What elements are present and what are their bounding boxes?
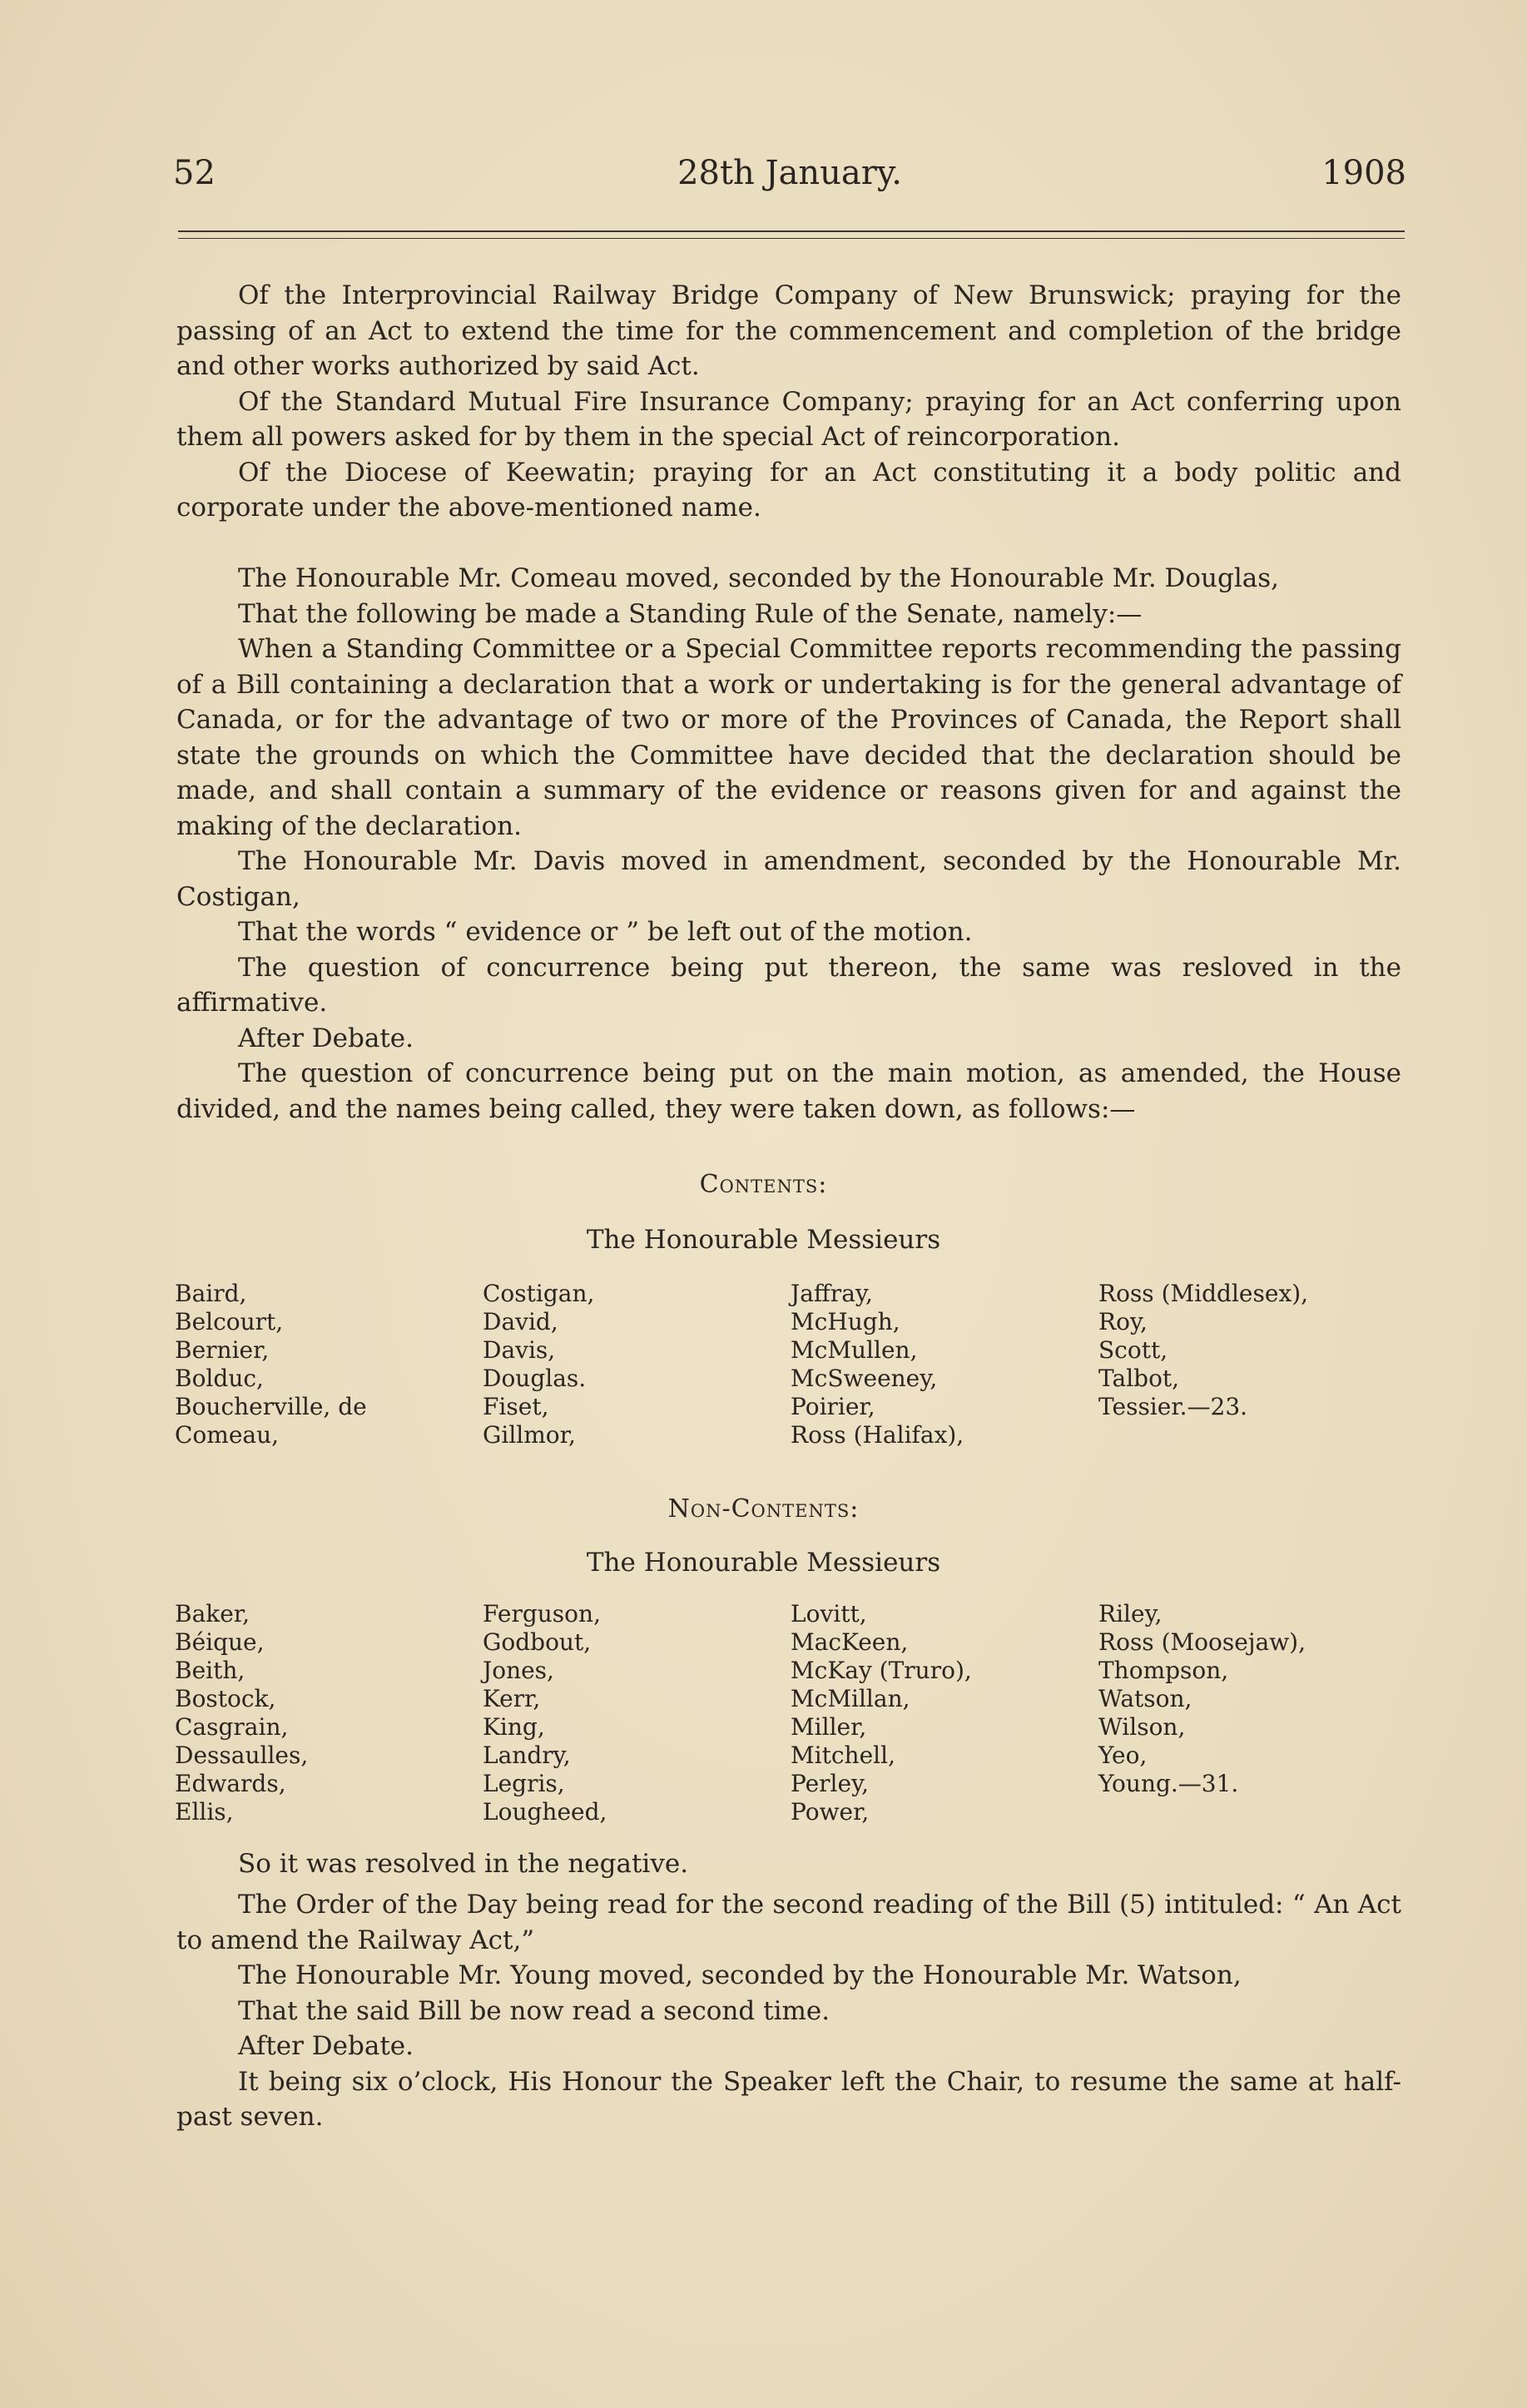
contents-name: McMullen, bbox=[791, 1336, 918, 1364]
contents-name: Boucherville, de bbox=[175, 1393, 367, 1420]
non-contents-name: Thompson, bbox=[1098, 1657, 1229, 1684]
non-contents-name: Landry, bbox=[483, 1742, 571, 1769]
header-date: 28th January. bbox=[677, 154, 902, 192]
contents-names bbox=[175, 1280, 1406, 1449]
contents-column bbox=[1098, 1280, 1406, 1449]
page-number: 52 bbox=[173, 154, 216, 192]
non-contents-name: Jones, bbox=[483, 1657, 554, 1684]
contents-name: Talbot, bbox=[1098, 1365, 1180, 1392]
non-contents-heading: Non-Contents: bbox=[667, 1494, 860, 1524]
header-year: 1908 bbox=[1321, 154, 1406, 192]
non-contents-name: Bostock, bbox=[175, 1685, 276, 1712]
contents-name: Ross (Halifax), bbox=[791, 1421, 964, 1449]
contents-name: Ross (Middlesex), bbox=[1098, 1280, 1309, 1307]
non-contents-name: Miller, bbox=[791, 1713, 867, 1741]
contents-name: Douglas. bbox=[483, 1365, 587, 1392]
contents-column bbox=[483, 1280, 791, 1449]
contents-name: Poirier, bbox=[791, 1393, 875, 1420]
non-contents-name: Power, bbox=[791, 1798, 870, 1826]
non-contents-name: Baker, bbox=[175, 1600, 250, 1628]
non-contents-name: Dessaulles, bbox=[175, 1742, 309, 1769]
non-contents-name: Young.—31. bbox=[1098, 1770, 1239, 1797]
contents-name: McHugh, bbox=[791, 1308, 900, 1335]
non-contents-name: Wilson, bbox=[1098, 1713, 1186, 1741]
order-paragraph: It being six o’clock, His Honour the Speaker left the Chair, to resume the same at half-past seven. bbox=[176, 2066, 1401, 2132]
motion-section bbox=[176, 561, 1401, 1127]
petitions-section bbox=[176, 278, 1401, 526]
order-paragraph: After Debate. bbox=[238, 2031, 414, 2061]
motion-paragraph: That the following be made a Standing Rule of the Senate, namely:— bbox=[238, 598, 1143, 629]
order-paragraph: The Order of the Day being read for the second reading of the Bill (5) intituled: “ An Act to amend the Railway Act,” bbox=[176, 1890, 1401, 1955]
motion-paragraph: The question of concurrence being put thereon, the same was resloved in the affirmative. bbox=[176, 952, 1401, 1018]
non-contents-subheading: The Honourable Messieurs bbox=[586, 1548, 941, 1578]
non-contents-name: McKay (Truro), bbox=[791, 1657, 972, 1684]
contents-name: Belcourt, bbox=[175, 1308, 284, 1335]
petition-paragraph: Of the Interprovincial Railway Bridge Company of New Brunswick; praying for the passing of an Act to extend the time for the commencement and completion of the bridge and other works authorized by said Act. bbox=[176, 280, 1401, 381]
contents-name: McSweeney, bbox=[791, 1365, 938, 1392]
motion-paragraph: When a Standing Committee or a Special Committee reports recommending the passing of a Bill containing a declaration that a work or undertaking is for the general advantage of Canada, or for the advantage of two or more of the Provinces of Canada, the Report shall state the grounds on which the Committee have decided that the declaration should be made, and shall contain a summary of the evidence or reasons given for and against the making of the declaration. bbox=[176, 634, 1401, 841]
non-contents-name: Lougheed, bbox=[483, 1798, 607, 1826]
non-contents-names bbox=[175, 1600, 1406, 1826]
non-contents-name: Yeo, bbox=[1098, 1742, 1148, 1769]
contents-name: Gillmor, bbox=[483, 1421, 576, 1449]
non-contents-name: Beith, bbox=[175, 1657, 245, 1684]
non-contents-name: Ross (Moosejaw), bbox=[1098, 1628, 1306, 1656]
non-contents-name: King, bbox=[483, 1713, 545, 1741]
contents-name: Comeau, bbox=[175, 1421, 280, 1449]
non-contents-name: Mitchell, bbox=[791, 1742, 895, 1769]
non-contents-name: Perley, bbox=[791, 1770, 870, 1797]
motion-paragraph: The question of concurrence being put on the main motion, as amended, the House divided, and the names being called, they were taken down, as follows:— bbox=[176, 1058, 1401, 1124]
contents-name: David, bbox=[483, 1308, 558, 1335]
non-contents-name: Ferguson, bbox=[483, 1600, 601, 1628]
contents-name: Tessier.—23. bbox=[1098, 1393, 1248, 1420]
contents-name: Davis, bbox=[483, 1336, 556, 1364]
order-paragraph: That the said Bill be now read a second time. bbox=[238, 1995, 830, 2026]
header-rule-thin bbox=[178, 238, 1405, 239]
non-contents-name: Béique, bbox=[175, 1628, 265, 1656]
contents-name: Roy, bbox=[1098, 1308, 1148, 1335]
non-contents-name: Ellis, bbox=[175, 1798, 234, 1826]
petition-paragraph: Of the Standard Mutual Fire Insurance Company; praying for an Act conferring upon them all powers asked for by them in the special Act of reincorporation. bbox=[176, 386, 1401, 452]
contents-name: Bolduc, bbox=[175, 1365, 264, 1392]
motion-paragraph: The Honourable Mr. Comeau moved, seconded by the Honourable Mr. Douglas, bbox=[238, 563, 1280, 593]
motion-paragraph: That the words “ evidence or ” be left out of the motion. bbox=[238, 917, 973, 947]
non-contents-column bbox=[483, 1600, 791, 1826]
motion-paragraph: After Debate. bbox=[238, 1023, 414, 1053]
contents-column bbox=[791, 1280, 1098, 1449]
non-contents-name: Casgrain, bbox=[175, 1713, 289, 1741]
non-contents-column bbox=[791, 1600, 1098, 1826]
petition-paragraph: Of the Diocese of Keewatin; praying for an Act constituting it a body politic and corporate under the above-mentioned name. bbox=[176, 457, 1401, 523]
non-contents-name: Godbout, bbox=[483, 1628, 592, 1656]
non-contents-name: Lovitt, bbox=[791, 1600, 867, 1628]
page-header bbox=[173, 154, 1406, 204]
contents-subheading: The Honourable Messieurs bbox=[586, 1225, 941, 1255]
contents-name: Costigan, bbox=[483, 1280, 595, 1307]
contents-name: Bernier, bbox=[175, 1336, 270, 1364]
contents-name: Fiset, bbox=[483, 1393, 549, 1420]
non-contents-name: Kerr, bbox=[483, 1685, 541, 1712]
header-rule-thick bbox=[178, 230, 1405, 232]
non-contents-column bbox=[175, 1600, 483, 1826]
contents-column bbox=[175, 1280, 483, 1449]
non-contents-name: Riley, bbox=[1098, 1600, 1163, 1628]
non-contents-name: MacKeen, bbox=[791, 1628, 909, 1656]
contents-heading: Contents: bbox=[699, 1170, 828, 1199]
non-contents-name: McMillan, bbox=[791, 1685, 910, 1712]
non-contents-name: Edwards, bbox=[175, 1770, 286, 1797]
contents-name: Scott, bbox=[1098, 1336, 1168, 1364]
non-contents-name: Legris, bbox=[483, 1770, 565, 1797]
order-paragraph: The Honourable Mr. Young moved, seconded by the Honourable Mr. Watson, bbox=[238, 1960, 1242, 1990]
non-contents-name: Watson, bbox=[1098, 1685, 1192, 1712]
motion-paragraph: The Honourable Mr. Davis moved in amendment, seconded by the Honourable Mr. Costigan, bbox=[176, 846, 1401, 912]
non-contents-column bbox=[1098, 1600, 1406, 1826]
contents-name: Baird, bbox=[175, 1280, 247, 1307]
order-of-day-section bbox=[176, 1887, 1401, 2135]
contents-name: Jaffray, bbox=[791, 1280, 873, 1307]
result-text: So it was resolved in the negative. bbox=[238, 1849, 689, 1879]
